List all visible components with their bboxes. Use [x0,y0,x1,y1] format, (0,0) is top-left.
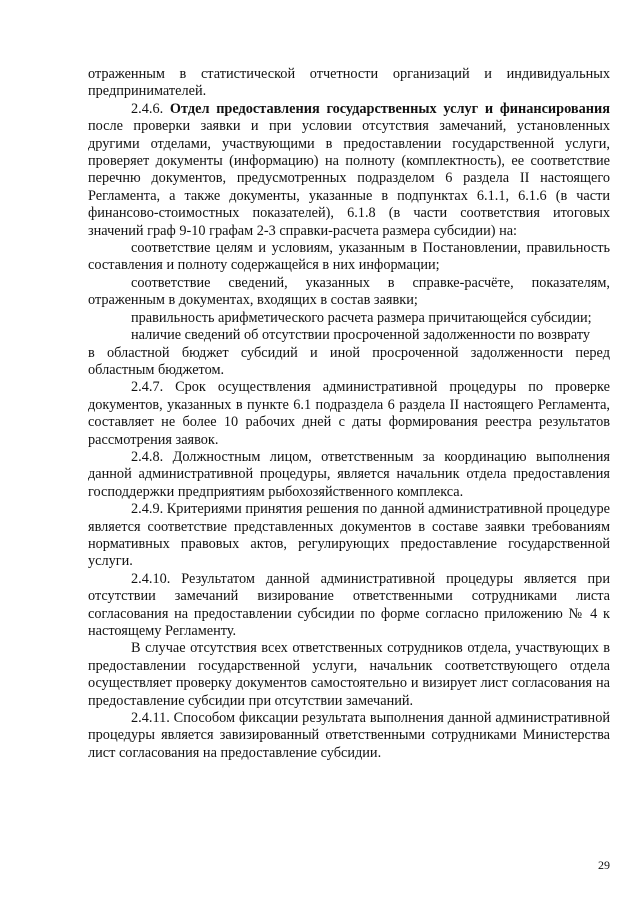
list-item-goals: соответствие целям и условиям, указанным в Постановлении, правильность составления и полноту содержащейся в них информации; [88,240,610,274]
paragraph-2-4-10: 2.4.10. Результатом данной административной процедуры является при отсутствии замечаний визирование ответственными сотрудниками листа согласования на предоставлении субсидии по форме согласно приложению № 4 к настоящему Регламенту. [88,570,610,639]
paragraph-2-4-7: 2.4.7. Срок осуществления административной процедуры по проверке документов, указанных в пункте 6.1 подраздела 6 раздела II настоящего Регламента, составляет не более 10 рабочих дней с даты формирования реестра результатов рассмотрения заявок. [88,379,610,448]
paragraph-2-4-6 [88,101,610,240]
clause-number: 2.4.6. [131,100,164,117]
clause-text: после проверки заявки и при условии отсутствия замечаний, установленных другими отделами, участвующими в предоставлении государственной услуги, проверяет документы (информацию) на полноту (комплектность), ее соответствие перечню документов, предусмотренных подразделом 6 раздела II настоящего Регламента, а также документы, указанные в подпунктах 6.1.1, 6.1.6 (в части финансово-стоимостных показателей), 6.1.8 (в части соответствия итоговых значений граф 9-10 графам 2-3 справки-расчета размера субсидии) на: [88,118,610,239]
list-item-data-match: соответствие сведений, указанных в справке-расчёте, показателям, отраженным в документах, входящих в состав заявки; [88,274,610,309]
paragraph-2-4-8: 2.4.8. Должностным лицом, ответственным за координацию выполнения данной административной процедуры, является начальник отдела предоставления господдержки предприятиям рыбохозяйственного комплекса. [88,448,610,500]
paragraph-continuation: отраженным в статистической отчетности организаций и индивидуальных предпринимателей. [88,66,610,100]
paragraph-2-4-11: 2.4.11. Способом фиксации результата выполнения данной административной процедуры является завизированный ответственными сотрудниками Министерства лист согласования на предоставление субсидии. [88,710,610,761]
department-name: Отдел предоставления государственных услуг и финансирования [169,100,610,117]
list-item-debt-info: наличие сведений об отсутствии просроченной задолженности по возврату [131,327,591,344]
page-number: 29 [598,858,610,872]
list-item-debt-info-continuation: в областной бюджет субсидий и иной просроченной задолженности перед областным бюджетом. [88,344,610,378]
paragraph-absent-staff: В случае отсутствия всех ответственных сотрудников отдела, участвующих в предоставлении государственной услуги, начальник соответствующего отдела осуществляет проверку документов самостоятельно и визирует лист согласования на предоставление субсидии при отсутствии замечаний. [88,640,610,709]
document-body [88,66,610,762]
list-item-calculation: правильность арифметического расчета размера причитающейся субсидии; [131,309,592,326]
paragraph-2-4-9: 2.4.9. Критериями принятия решения по данной административной процедуре является соответствие представленных документов в составе заявки требованиям нормативных правовых актов, регулирующих предоставление государственной услуги. [88,501,610,570]
